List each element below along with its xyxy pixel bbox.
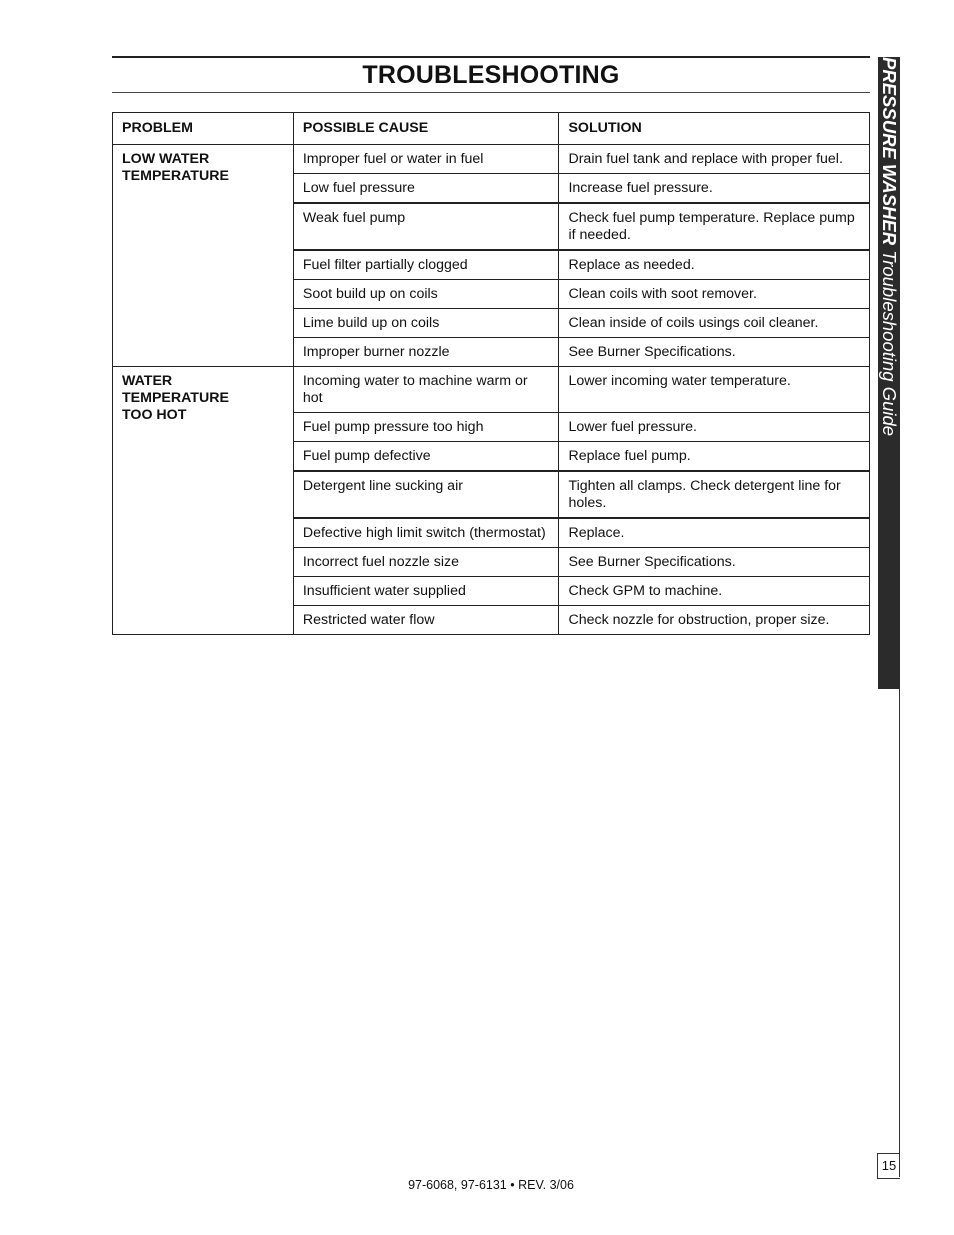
cause-cell: Detergent line sucking air xyxy=(293,471,559,518)
cause-cell: Insufficient water supplied xyxy=(293,577,559,606)
solution-cell: Check GPM to machine. xyxy=(559,577,870,606)
page-number: 15 xyxy=(877,1153,900,1179)
side-tab-label xyxy=(878,57,900,689)
cause-cell: Fuel filter partially clogged xyxy=(293,250,559,280)
cause-cell: Lime build up on coils xyxy=(293,309,559,338)
header-solution: SOLUTION xyxy=(559,113,870,145)
header-possible-cause: POSSIBLE CAUSE xyxy=(293,113,559,145)
problem-water-temperature-too-hot: WATER TEMPERATURE TOO HOT xyxy=(113,367,294,635)
title-bottom-rule xyxy=(112,92,870,93)
title-top-rule xyxy=(112,56,870,58)
solution-cell: Increase fuel pressure. xyxy=(559,174,870,204)
cause-cell: Weak fuel pump xyxy=(293,203,559,250)
table-row xyxy=(113,145,870,174)
problem-low-water-temperature: LOW WATER TEMPERATURE xyxy=(113,145,294,367)
solution-cell: Clean inside of coils usings coil cleaner. xyxy=(559,309,870,338)
solution-cell: See Burner Specifications. xyxy=(559,548,870,577)
header-problem: PROBLEM xyxy=(113,113,294,145)
solution-cell: Clean coils with soot remover. xyxy=(559,280,870,309)
cause-cell: Restricted water flow xyxy=(293,606,559,635)
solution-cell: Check fuel pump temperature. Replace pump if needed. xyxy=(559,203,870,250)
cause-cell: Soot build up on coils xyxy=(293,280,559,309)
table-header-row xyxy=(113,113,870,145)
page-title: TROUBLESHOOTING xyxy=(362,61,620,89)
cause-cell: Fuel pump defective xyxy=(293,442,559,472)
footer-doc-number: 97-6068, 97-6131 • REV. 3/06 xyxy=(408,1178,574,1192)
solution-cell: Replace. xyxy=(559,518,870,548)
cause-cell: Low fuel pressure xyxy=(293,174,559,204)
side-tab-rest-text: Troubleshooting Guide xyxy=(879,245,900,437)
solution-cell: Lower incoming water temperature. xyxy=(559,367,870,413)
cause-cell: Defective high limit switch (thermostat) xyxy=(293,518,559,548)
solution-cell: Replace as needed. xyxy=(559,250,870,280)
solution-cell: Lower fuel pressure. xyxy=(559,413,870,442)
cause-cell: Incoming water to machine warm or hot xyxy=(293,367,559,413)
cause-cell: Improper fuel or water in fuel xyxy=(293,145,559,174)
solution-cell: Tighten all clamps. Check detergent line for holes. xyxy=(559,471,870,518)
solution-cell: Check nozzle for obstruction, proper size. xyxy=(559,606,870,635)
cause-cell: Fuel pump pressure too high xyxy=(293,413,559,442)
troubleshooting-table xyxy=(112,112,870,635)
table-row xyxy=(113,367,870,413)
cause-cell: Improper burner nozzle xyxy=(293,338,559,367)
solution-cell: Drain fuel tank and replace with proper fuel. xyxy=(559,145,870,174)
solution-cell: See Burner Specifications. xyxy=(559,338,870,367)
side-tab-bold-text: PRESSURE WASHER xyxy=(879,57,900,246)
cause-cell: Incorrect fuel nozzle size xyxy=(293,548,559,577)
solution-cell: Replace fuel pump. xyxy=(559,442,870,472)
side-margin-line xyxy=(899,689,900,1177)
